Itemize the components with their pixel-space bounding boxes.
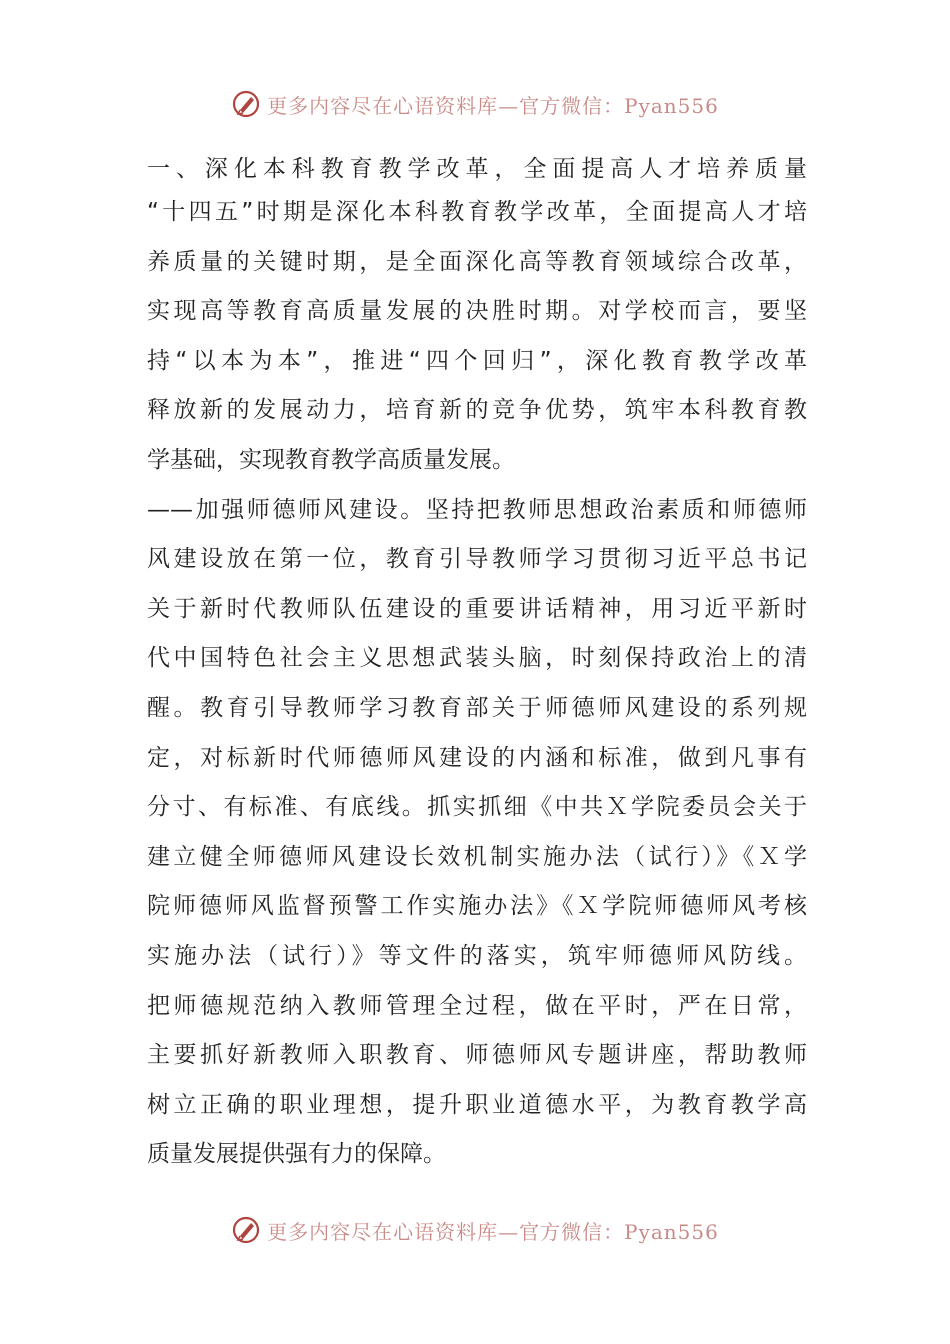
section-heading: 一、深化本科教育教学改革，全面提高人才培养质量 [147, 156, 807, 182]
paragraph-line: 主要抓好新教师入职教育、师德师风专题讲座，帮助教师 [147, 1042, 807, 1069]
paragraph-line: 释放新的发展动力，培育新的竞争优势，筑牢本科教育教 [147, 397, 807, 424]
document-body [147, 150, 807, 1180]
pen-seal-icon [231, 89, 261, 119]
paragraph-line: 风建设放在第一位，教育引导教师学习贯彻习近平总书记 [147, 546, 807, 573]
paragraph-line: 质量发展提供强有力的保障。 [147, 1141, 446, 1168]
paragraph-line: 把师德规范纳入教师管理全过程，做在平时，严在日常， [147, 992, 807, 1019]
paragraph-line: 分寸、有标准、有底线。抓实抓细《中共Ｘ学院委员会关于 [147, 794, 807, 821]
paragraph-line: 定，对标新时代师德师风建设的内涵和标准，做到凡事有 [147, 744, 807, 771]
pen-seal-icon [231, 1215, 261, 1245]
footer-watermark [0, 1210, 950, 1250]
paragraph-line: 院师德师风监督预警工作实施办法》《Ｘ学院师德师风考核 [147, 893, 807, 920]
paragraph-line: 关于新时代教师队伍建设的重要讲话精神，用习近平新时 [147, 595, 807, 622]
header-watermark [0, 84, 950, 124]
paragraph-line: 持“以本为本”，推进“四个回归”，深化教育教学改革 [147, 347, 807, 374]
paragraph-line: 实施办法（试行）》等文件的落实，筑牢师德师风防线。 [147, 942, 807, 969]
paragraph-line: 醒。教育引导教师学习教育部关于师德师风建设的系列规 [147, 694, 807, 721]
watermark-text: 更多内容尽在心语资料库—官方微信：Pyan556 [267, 93, 719, 118]
watermark-text: 更多内容尽在心语资料库—官方微信：Pyan556 [267, 1219, 719, 1244]
paragraph-line: 代中国特色社会主义思想武装头脑，时刻保持政治上的清 [147, 645, 807, 672]
paragraph-line: 建立健全师德师风建设长效机制实施办法（试行）》《Ｘ学 [147, 843, 807, 870]
paragraph-line: 养质量的关键时期，是全面深化高等教育领域综合改革， [147, 248, 807, 275]
paragraph-line: “十四五”时期是深化本科教育教学改革，全面提高人才培 [147, 199, 807, 225]
paragraph-line: ——加强师德师风建设。坚持把教师思想政治素质和师德师 [147, 496, 807, 523]
paragraph-line: 实现高等教育高质量发展的决胜时期。对学校而言，要坚 [147, 298, 807, 325]
paragraph-line: 学基础，实现教育教学高质量发展。 [147, 446, 515, 473]
paragraph-line: 树立正确的职业理想，提升职业道德水平，为教育教学高 [147, 1091, 807, 1118]
